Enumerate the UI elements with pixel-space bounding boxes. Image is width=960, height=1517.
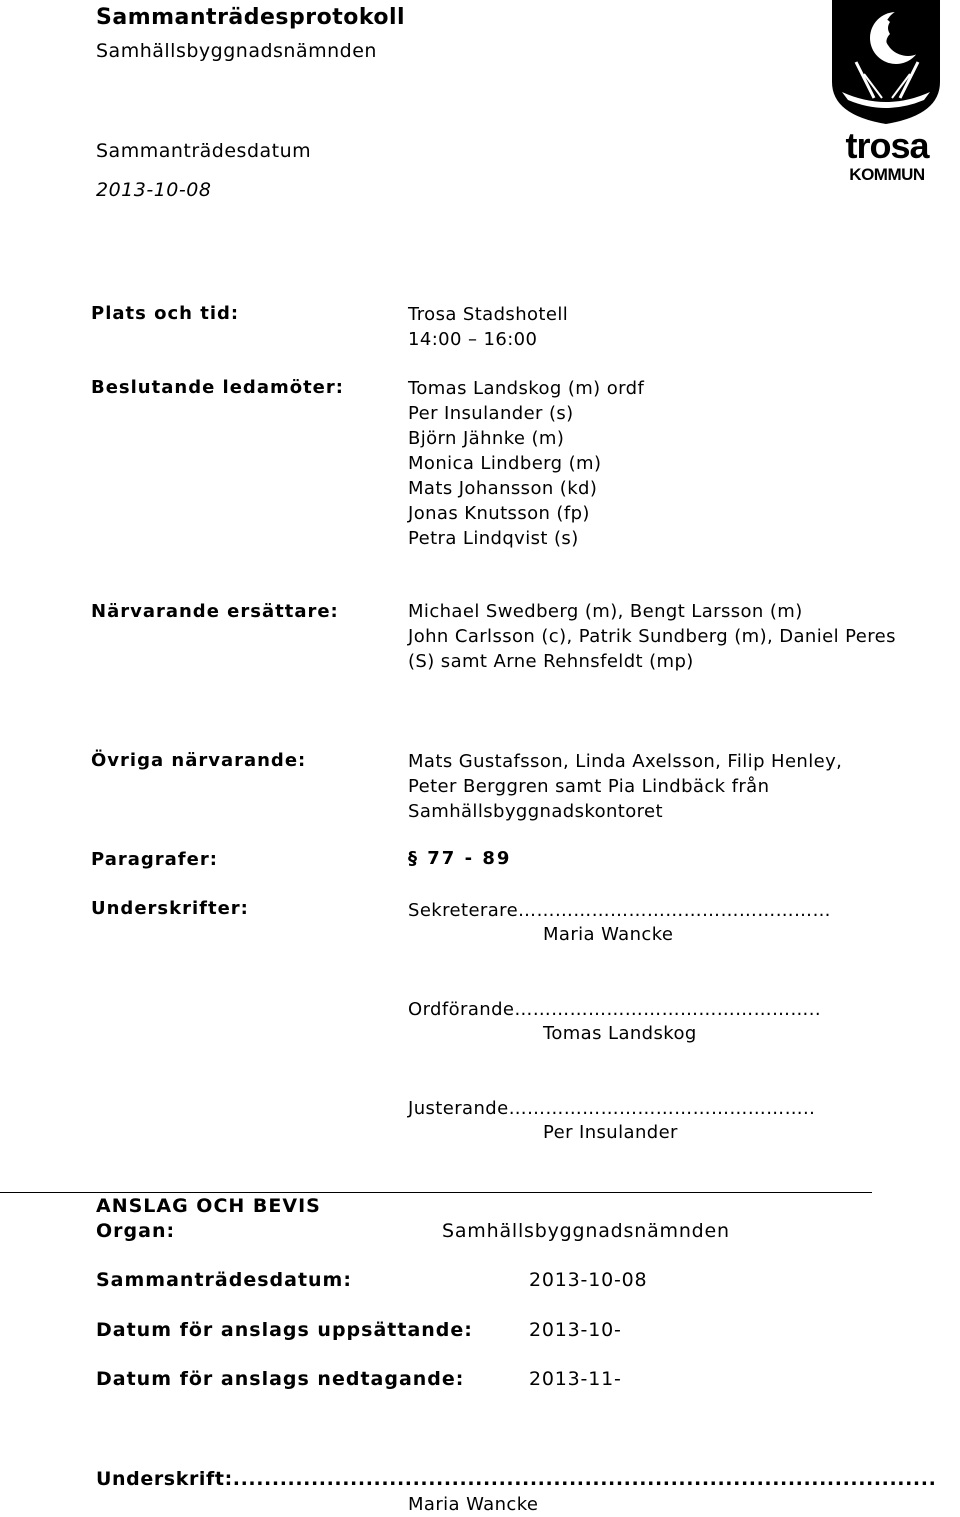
notice-posted-value: 2013-10-: [529, 1319, 622, 1341]
list-item: Monica Lindberg (m): [408, 453, 602, 474]
notice-organ-label: Organ:: [96, 1220, 176, 1242]
notice-meeting-date-value: 2013-10-08: [529, 1269, 648, 1291]
place-label: Plats och tid:: [91, 303, 240, 324]
notice-removed-label: Datum för anslags nedtagande:: [96, 1368, 465, 1390]
svg-text:trosa: trosa: [845, 125, 929, 166]
notice-signature-name: Maria Wancke: [408, 1494, 539, 1515]
coat-of-arms-icon: [826, 0, 948, 185]
signatures-label: Underskrifter:: [91, 898, 249, 919]
chair-name: Tomas Landskog: [543, 1023, 697, 1044]
list-item: Jonas Knutsson (fp): [408, 503, 590, 524]
paragraphs-value: § 77 - 89: [408, 848, 512, 869]
notice-signature-line: Underskrift:..........................................................................................: [96, 1468, 937, 1490]
secretary-signature-line: Sekreterare……………………………………………: [408, 900, 831, 921]
others-label: Övriga närvarande:: [91, 750, 307, 771]
paragraphs-label: Paragrafer:: [91, 849, 218, 870]
notice-organ-value: Samhällsbyggnadsnämnden: [442, 1220, 730, 1242]
section-divider: [0, 1192, 872, 1193]
list-item: Petra Lindqvist (s): [408, 528, 579, 549]
substitutes-label: Närvarande ersättare:: [91, 601, 339, 622]
notice-meeting-date-label: Sammanträdesdatum:: [96, 1269, 352, 1291]
notice-removed-value: 2013-11-: [529, 1368, 622, 1390]
others-list: Mats Gustafsson, Linda Axelsson, Filip Henley, Peter Berggren samt Pia Lindbäck från Samhällsbyggnadskontoret: [408, 751, 843, 822]
substitutes-list: Michael Swedberg (m), Bengt Larsson (m) John Carlsson (c), Patrik Sundberg (m), Daniel Peres (S) samt Arne Rehnsfeldt (mp): [408, 601, 896, 672]
place-value: Trosa Stadshotell 14:00 – 16:00: [408, 304, 569, 350]
meeting-date: 2013-10-08: [96, 179, 212, 201]
svg-text:KOMMUN: KOMMUN: [849, 165, 925, 184]
notice-posted-label: Datum för anslags uppsättande:: [96, 1319, 473, 1341]
document-title: Sammanträdesprotokoll: [96, 5, 406, 30]
organ-name: Samhällsbyggnadsnämnden: [96, 40, 377, 62]
members-list: [408, 376, 644, 551]
trosa-kommun-logo: [826, 0, 948, 185]
chair-signature-line: Ordförande…………………………………………..: [408, 999, 822, 1020]
list-item: Tomas Landskog (m) ordf: [408, 378, 645, 399]
list-item: Mats Johansson (kd): [408, 478, 598, 499]
date-label: Sammanträdesdatum: [96, 140, 312, 162]
adjuster-signature-line: Justerande…………………………………………..: [408, 1098, 816, 1119]
secretary-name: Maria Wancke: [543, 924, 674, 945]
members-label: Beslutande ledamöter:: [91, 377, 344, 398]
notice-heading: ANSLAG OCH BEVIS: [96, 1195, 321, 1217]
list-item: Björn Jähnke (m): [408, 428, 565, 449]
list-item: Per Insulander (s): [408, 403, 574, 424]
adjuster-name: Per Insulander: [543, 1122, 678, 1143]
